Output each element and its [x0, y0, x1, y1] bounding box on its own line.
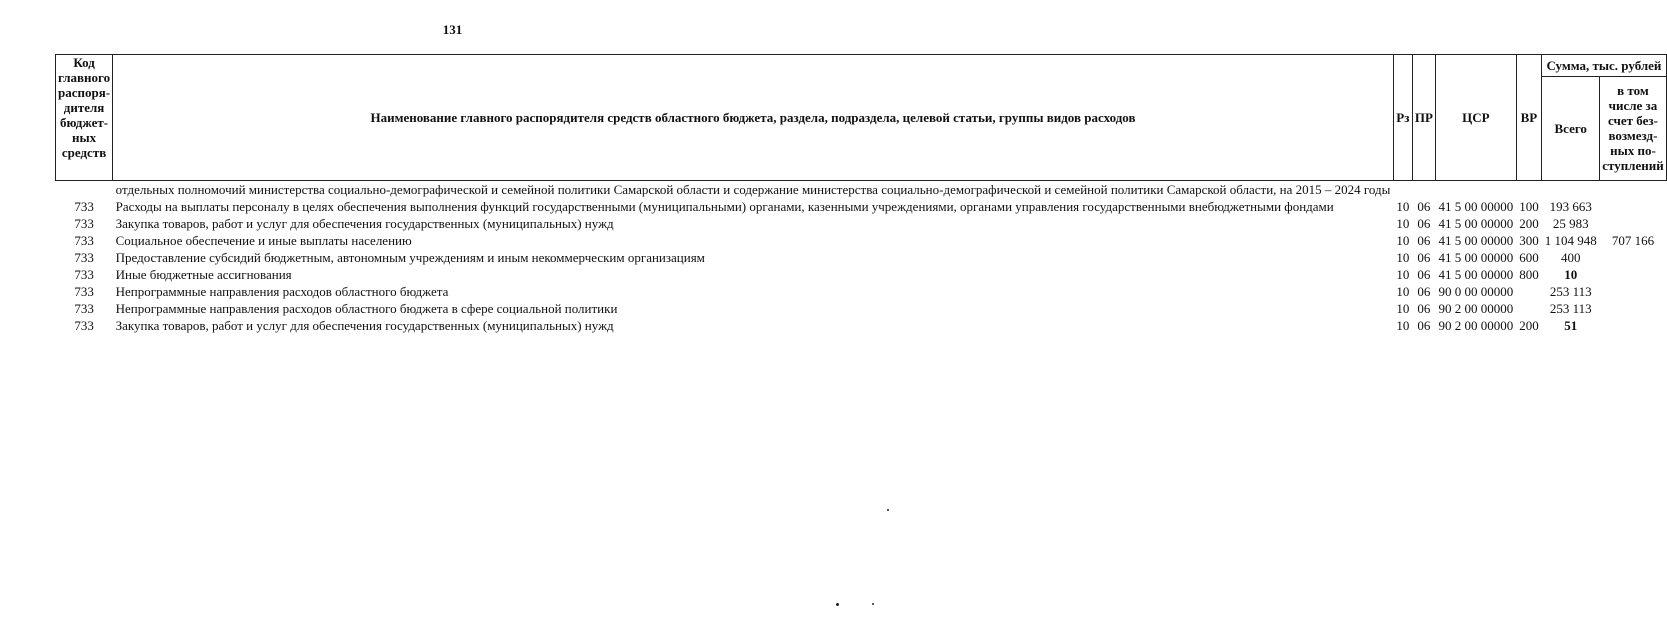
cell-total: 253 113: [1549, 301, 1592, 316]
cell-name: отдельных полномочий министерства социально-демографической и семейной политики Самарской области и содержание министерства социально-демографической и семейной политики Самарской области, на 2015 – 2024 годы: [115, 182, 1391, 197]
scan-speck: [872, 603, 874, 605]
cell-code: [56, 181, 113, 199]
cell-code: 733: [74, 267, 94, 282]
cell-total: [1542, 181, 1600, 199]
header-free: в том числе за счет без-возмезд-ных по-ступлений: [1600, 77, 1667, 181]
cell-csr: 41 5 00 00000: [1438, 233, 1514, 248]
cell-rz: 10: [1396, 301, 1410, 316]
cell-total: 1 104 948: [1544, 233, 1597, 248]
cell-name: Расходы на выплаты персоналу в целях обеспечения выполнения функций государственными (муниципальными) органами, казенными учреждениями, органами управления государственными внебюджетными фондами: [115, 199, 1334, 214]
cell-csr: 90 2 00 00000: [1438, 318, 1514, 333]
cell-vr: 200: [1519, 216, 1539, 231]
cell-free: [1600, 317, 1667, 334]
cell-rz: 10: [1396, 267, 1410, 282]
cell-csr: 90 0 00 00000: [1438, 284, 1514, 299]
cell-code: 733: [74, 301, 94, 316]
cell-vr: 300: [1519, 233, 1539, 248]
cell-csr: 90 2 00 00000: [1438, 301, 1514, 316]
cell-free: [1600, 181, 1667, 199]
cell-free: [1600, 300, 1667, 317]
cell-csr: 41 5 00 00000: [1438, 267, 1514, 282]
header-rz: Рз: [1393, 55, 1412, 181]
cell-pr: 06: [1417, 250, 1431, 265]
scan-speck: [836, 603, 839, 606]
cell-code: 733: [74, 233, 94, 248]
cell-name: Закупка товаров, работ и услуг для обеспечения государственных (муниципальных) нужд: [115, 318, 614, 333]
cell-total: 400: [1560, 250, 1581, 265]
header-vr: ВР: [1516, 55, 1542, 181]
page-number: 131: [442, 22, 463, 37]
cell-pr: 06: [1417, 267, 1431, 282]
table-body: [56, 181, 1667, 335]
cell-vr: [1516, 300, 1542, 317]
cell-free: [1600, 198, 1667, 215]
cell-total: 51: [1564, 318, 1578, 333]
cell-name: Предоставление субсидий бюджетным, автономным учреждениям и иным некоммерческим организациям: [115, 250, 705, 265]
cell-pr: 06: [1417, 216, 1431, 231]
cell-total: 10: [1564, 267, 1578, 282]
cell-rz: 10: [1396, 318, 1410, 333]
cell-pr: 06: [1417, 233, 1431, 248]
cell-csr: 41 5 00 00000: [1438, 199, 1514, 214]
cell-vr: 800: [1519, 267, 1539, 282]
cell-code: 733: [74, 250, 94, 265]
header-csr: ЦСР: [1435, 55, 1516, 181]
cell-pr: 06: [1417, 284, 1431, 299]
cell-code: 733: [74, 216, 94, 231]
cell-pr: [1412, 181, 1435, 199]
cell-free: 707 166: [1611, 233, 1655, 248]
cell-name: Закупка товаров, работ и услуг для обеспечения государственных (муниципальных) нужд: [115, 216, 614, 231]
header-sum: Сумма, тыс. рублей: [1542, 55, 1667, 77]
cell-code: 733: [74, 199, 94, 214]
cell-code: 733: [74, 318, 94, 333]
cell-rz: 10: [1396, 216, 1410, 231]
cell-rz: 10: [1396, 233, 1410, 248]
table-row: [56, 300, 1667, 317]
cell-total: 25 983: [1552, 216, 1589, 231]
header-pr: ПР: [1412, 55, 1435, 181]
cell-vr: [1516, 181, 1542, 199]
cell-free: [1600, 266, 1667, 283]
cell-total: 193 663: [1549, 199, 1592, 214]
cell-name: Иные бюджетные ассигнования: [115, 267, 292, 282]
cell-rz: 10: [1396, 250, 1410, 265]
cell-rz: 10: [1396, 284, 1410, 299]
cell-free: [1600, 283, 1667, 300]
cell-free: [1600, 249, 1667, 266]
cell-vr: 100: [1519, 199, 1539, 214]
cell-code: 733: [74, 284, 94, 299]
table-row: [56, 181, 1667, 199]
budget-table: [55, 54, 1667, 334]
cell-vr: 600: [1519, 250, 1539, 265]
cell-csr: 41 5 00 00000: [1438, 250, 1514, 265]
cell-name: Непрограммные направления расходов областного бюджета: [115, 284, 449, 299]
cell-rz: [1393, 181, 1412, 199]
cell-csr: 41 5 00 00000: [1438, 216, 1514, 231]
table-row: [56, 249, 1667, 266]
table-row: [56, 283, 1667, 300]
cell-name: Непрограммные направления расходов областного бюджета в сфере социальной политики: [115, 301, 618, 316]
table-row: [56, 266, 1667, 283]
cell-pr: 06: [1417, 301, 1431, 316]
cell-pr: 06: [1417, 318, 1431, 333]
table-row: [56, 198, 1667, 215]
header-total: Всего: [1542, 77, 1600, 181]
cell-vr: [1516, 283, 1542, 300]
cell-pr: 06: [1417, 199, 1431, 214]
header-name: Наименование главного распорядителя средств областного бюджета, раздела, подраздела, целевой статьи, группы видов расходов: [113, 55, 1394, 181]
cell-csr: [1435, 181, 1516, 199]
table-row: [56, 215, 1667, 232]
scan-speck: [887, 509, 889, 511]
cell-free: [1600, 215, 1667, 232]
cell-name: Социальное обеспечение и иные выплаты населению: [115, 233, 412, 248]
header-code: Код главного распоря-дителя бюджет-ных средств: [56, 55, 113, 181]
table-row: [56, 232, 1667, 249]
table-row: [56, 317, 1667, 334]
cell-vr: 200: [1519, 318, 1539, 333]
cell-rz: 10: [1396, 199, 1410, 214]
cell-total: 253 113: [1549, 284, 1592, 299]
